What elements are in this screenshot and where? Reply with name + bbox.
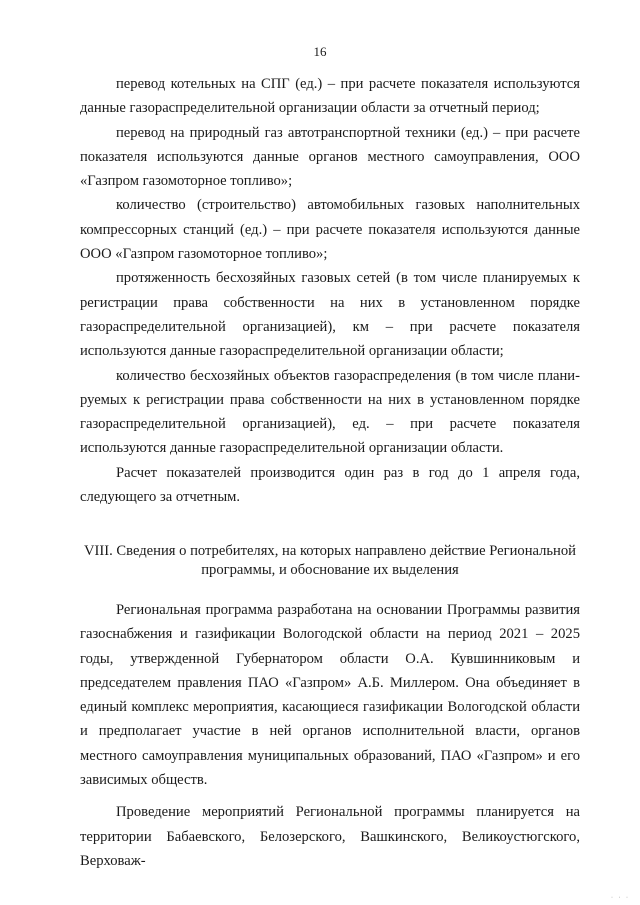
- paragraph: количество бесхозяйных объектов газораспределения (в том числе планируемых к регистрации права собственности на них в установленном порядке газораспределительной организацией), ед. – при расчете показателя используются данные газораспределительной организации области.: [80, 367, 580, 457]
- scan-artifact: · · ·: [611, 895, 630, 901]
- paragraph: перевод на природный газ автотранспортной техники (ед.) – при расчете показателя используются данные органов местного самоуправления, ООО «Газпром газомоторное топливо»;: [80, 124, 580, 190]
- paragraph: Региональная программа разработана на основании Программы развития газоснабжения и газификации Вологодской области на период 2021 – 2025 годы, утвержденной Губернатором области О.А. Кувшинниковым и председателем правления ПАО «Газпром» А.Б. Миллером. Она объединяет в единый комплекс мероприятия, касающиеся газификации Вологодской области и предполагает участие в ней органов исполнительной власти, органов местного самоуправления муниципальных образований, ПАО «Газпром» и его зависимых обществ.: [80, 602, 580, 789]
- paragraph: Проведение мероприятий Региональной программы планируется на территории Бабаевского, Белозерского, Вашкинского, Великоустюгского, Верховаж-: [80, 804, 580, 869]
- paragraph: Расчет показателей производится один раз в год до 1 апреля года, следующего за отчетным.: [80, 464, 580, 506]
- paragraph: количество (строительство) автомобильных газовых наполнительных компрессорных станций (ед.) – при расчете показателя используются данные ООО «Газпром газомоторное топливо»;: [80, 197, 580, 263]
- body-text-top: [80, 72, 580, 509]
- body-text-bottom: [80, 598, 580, 873]
- paragraph: перевод котельных на СПГ (ед.) – при расчете показателя используются данные газораспределительной организации области за отчетный период;: [80, 76, 580, 117]
- page-number: 16: [313, 44, 327, 59]
- paragraph: протяженность бесхозяйных газовых сетей (в том числе планируемых к регистрации права собственности на них в установленном порядке газораспределительной организацией), км – при расчете показателя используются данные газораспределительной организации области;: [80, 270, 580, 360]
- section-heading: VIII. Сведения о потребителях, на которых направлено действие Региональной программы, и обоснование их выделения: [84, 543, 576, 578]
